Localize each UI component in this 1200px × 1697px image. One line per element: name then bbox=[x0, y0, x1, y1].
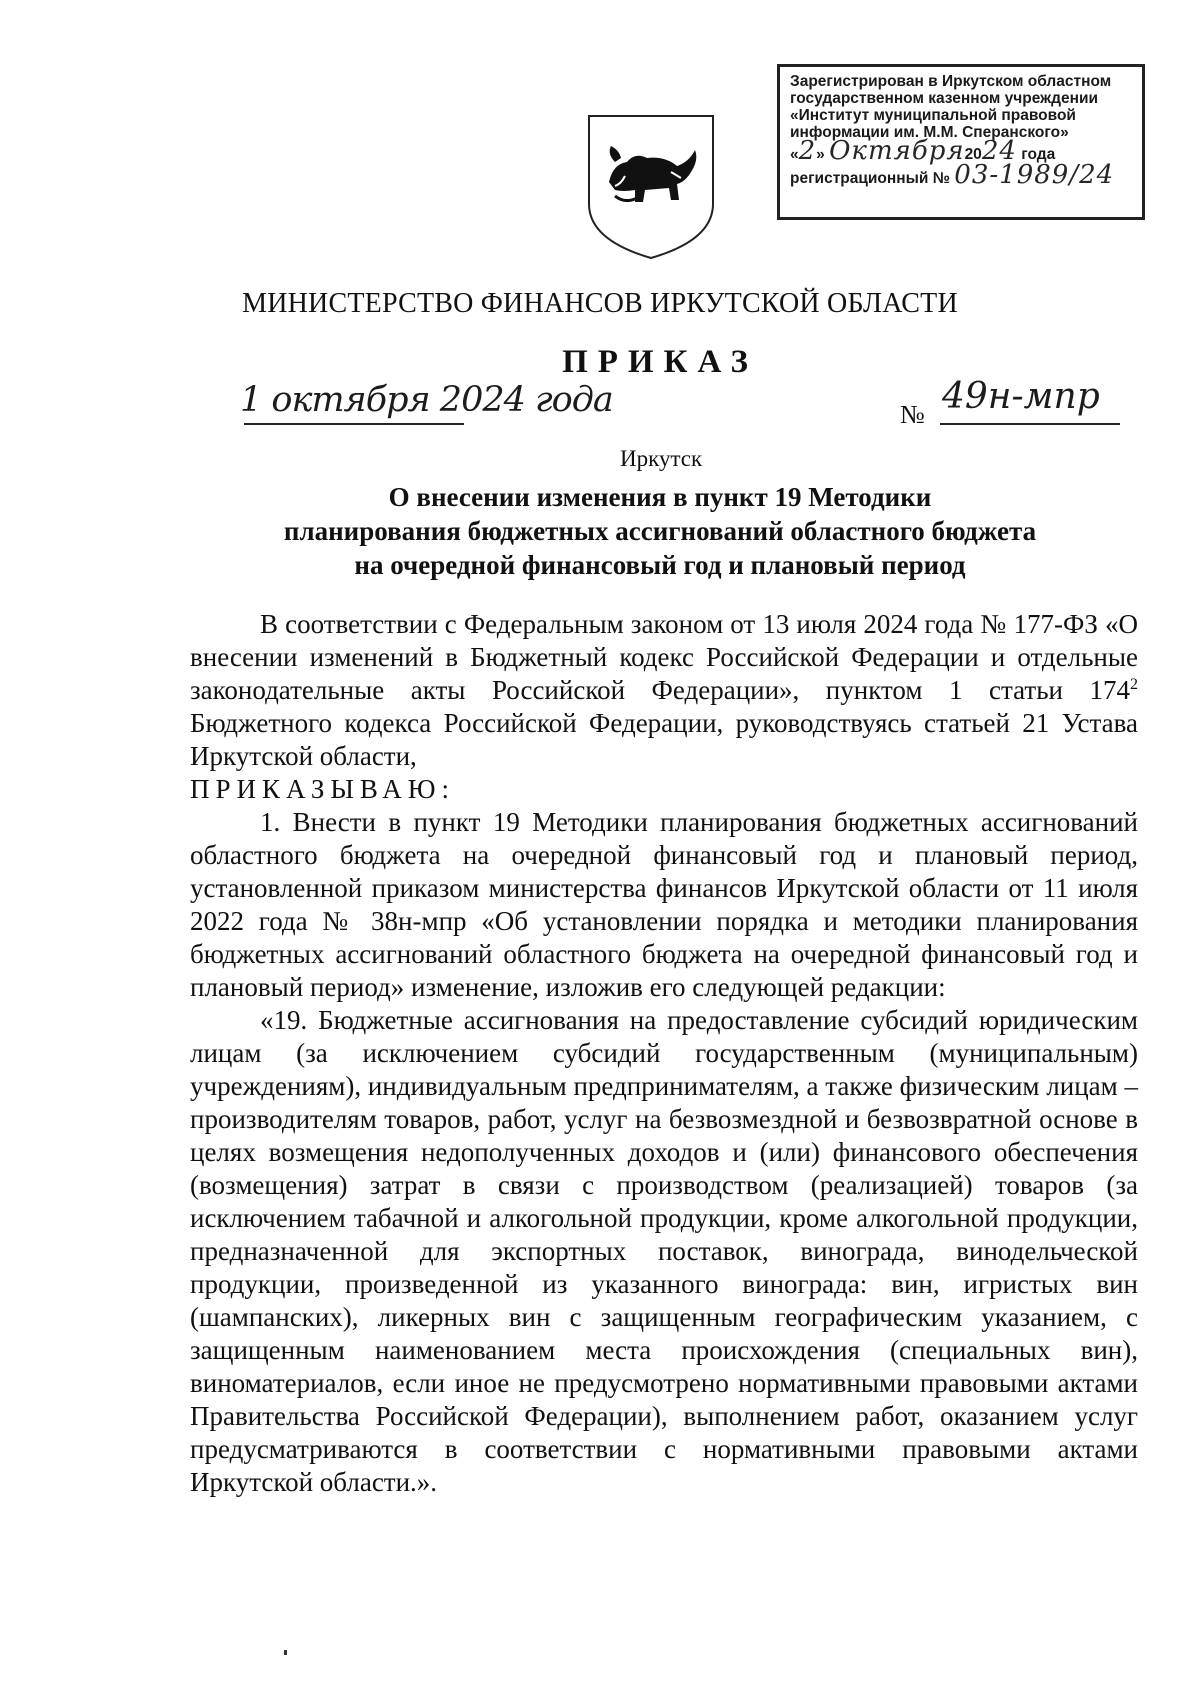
ministry-name: МИНИСТЕРСТВО ФИНАНСОВ ИРКУТСКОЙ ОБЛАСТИ bbox=[242, 288, 958, 319]
stamp-line-3: «Институт муниципальной правовой bbox=[790, 107, 1076, 124]
registration-stamp bbox=[777, 64, 1145, 220]
stamp-year-suffix: 24 bbox=[981, 136, 1017, 166]
paragraph-1: 1. Внести в пункт 19 Методики планирования бюджетных ассигнований областного бюджета на очередной финансовый год и плановый период, установленной приказом министерства финансов Иркутской области от 11 июля 2022 года № 38н-мпр «Об установлении порядка и методики планирования бюджетных ассигнований областного бюджета на очередной финансовый год и плановый период» изменение, изложив его следующей редакции: bbox=[190, 807, 1138, 1002]
stamp-line-1: Зарегистрирован в Иркутском областном bbox=[790, 73, 1112, 90]
preamble-paragraph bbox=[190, 608, 1138, 773]
scan-speck bbox=[284, 1650, 287, 1655]
stamp-date-row: «2» Октября2024 года bbox=[790, 136, 1056, 166]
stamp-reg-number: 03-1989/24 bbox=[954, 160, 1115, 190]
date-underline bbox=[244, 423, 464, 425]
title-line-1: О внесении изменения в пункт 19 Методики bbox=[388, 482, 932, 512]
stamp-year-prefix: 20 bbox=[964, 146, 982, 163]
stamp-reg-label: регистрационный № bbox=[790, 170, 950, 187]
title-line-2: планирования бюджетных ассигнований областного бюджета bbox=[283, 516, 1037, 546]
stamp-date-month: Октября bbox=[829, 136, 965, 166]
title-line-3: на очередной финансовый год и плановый период bbox=[354, 550, 966, 580]
order-number-label: № bbox=[900, 400, 925, 429]
stamp-line-2: государственном казенном учреждении bbox=[790, 90, 1099, 107]
number-underline bbox=[940, 423, 1120, 425]
document-body bbox=[190, 608, 1138, 1499]
order-title: ПРИКАЗ bbox=[562, 344, 758, 380]
prikazyvayu: ПРИКАЗЫВАЮ: bbox=[190, 774, 455, 804]
city: Иркутск bbox=[620, 446, 703, 471]
stamp-year-word: года bbox=[1021, 146, 1056, 163]
stamp-reg-row bbox=[790, 160, 1134, 190]
article-superscript: 2 bbox=[1130, 676, 1138, 693]
preamble-part-b: Бюджетного кодекса Российской Федерации, руководствуясь статьей 21 Устава Иркутской области, bbox=[190, 708, 1138, 771]
stamp-date-day: 2 bbox=[798, 136, 817, 166]
preamble-part-a: В соответствии с Федеральным законом от 13 июля 2024 года № 177-ФЗ «О внесении изменений в Бюджетный кодекс Российской Федерации и отдельные законодательные акты Российской Федерации», пунктом 1 статьи 174 bbox=[190, 609, 1138, 705]
document-title bbox=[0, 480, 1200, 582]
stamp-line-4: информации им. М.М. Сперанского» bbox=[790, 124, 1069, 141]
order-date-handwritten: 1 октября 2024 года bbox=[240, 380, 613, 420]
order-number-handwritten: 49н-мпр bbox=[942, 376, 1100, 417]
paragraph-19-text: «19. Бюджетные ассигнования на предоставление субсидий юридическим лицам (за исключением субсидий государственным (муниципальным) учреждениям), индивидуальным предпринимателям, а также физическим лицам – производителям товаров, работ, услуг на безвозмездной и безвозвратной основе в целях возмещения недополученных доходов и (или) финансового обеспечения (возмещения) затрат в связи с производством (реализацией) товаров (за исключением табачной и алкогольной продукции, кроме алкогольной продукции, предназначенной для экспортных поставок, винограда, винодельческой продукции, произведенной из указанного винограда: вин, игристых вин (шампанских), ликерных вин с защищенным географическим указанием, с защищенным наименованием места происхождения (специальных вин), виноматериалов, если иное не предусмотрено нормативными правовыми актами Правительства Российской Федерации), выполнением работ, оказанием услуг предусматриваются в соответствии с нормативными правовыми актами Иркутской области.». bbox=[190, 1005, 1138, 1497]
irkutsk-coat-of-arms-icon bbox=[585, 112, 717, 260]
